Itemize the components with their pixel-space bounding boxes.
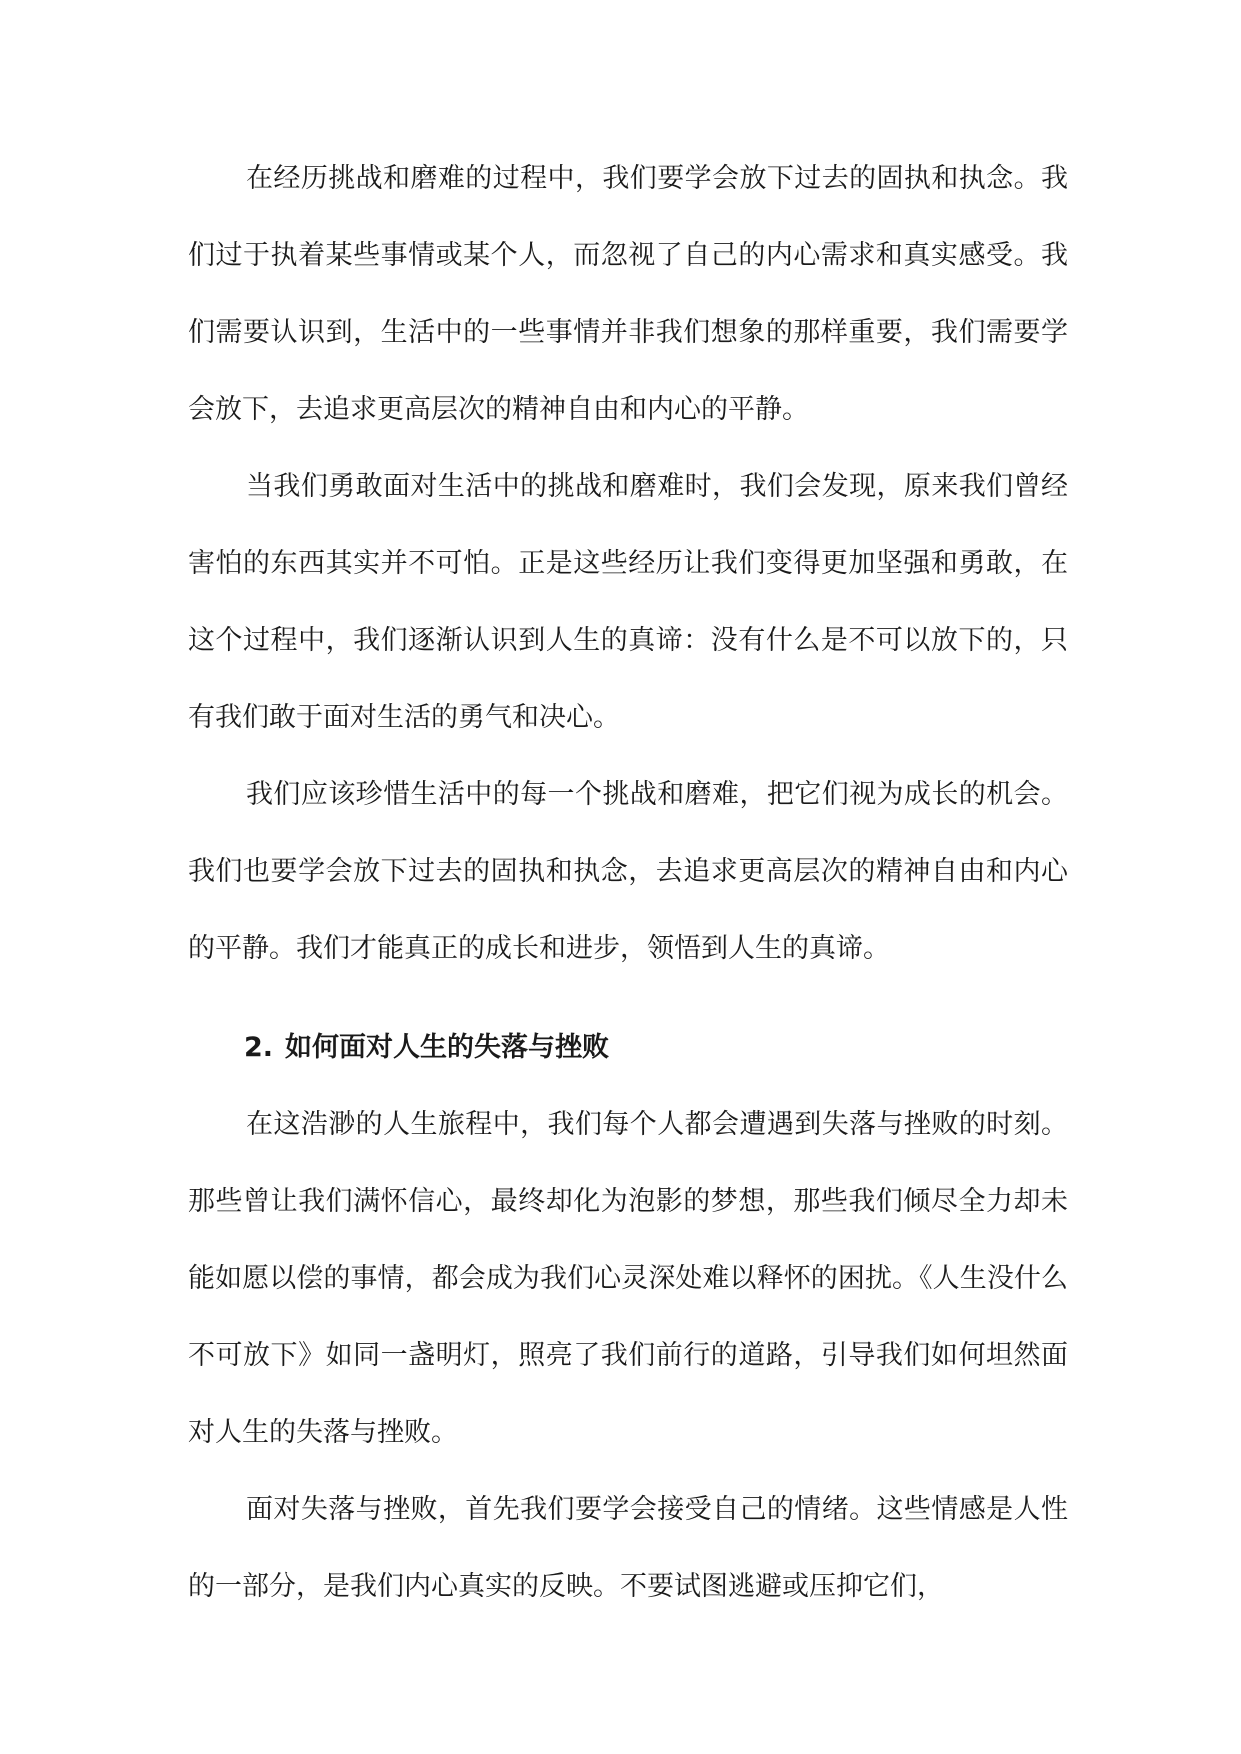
section-heading	[188, 1009, 1068, 1086]
section-title: 如何面对人生的失落与挫败	[285, 1032, 610, 1063]
paragraph-3: 我们应该珍惜生活中的每一个挑战和磨难，把它们视为成长的机会。我们也要学会放下过去的固执和执念，去追求更高层次的精神自由和内心的平静。我们才能真正的成长和进步，领悟到人生的真谛。	[188, 779, 1068, 964]
paragraph-4: 在这浩渺的人生旅程中，我们每个人都会遭遇到失落与挫败的时刻。那些曾让我们满怀信心，最终却化为泡影的梦想，那些我们倾尽全力却未能如愿以偿的事情，都会成为我们心灵深处难以释怀的困扰。《人生没什么不可放下》如同一盏明灯，照亮了我们前行的道路，引导我们如何坦然面对人生的失落与挫败。	[188, 1109, 1068, 1448]
paragraph-2: 当我们勇敢面对生活中的挑战和磨难时，我们会发现，原来我们曾经害怕的东西其实并不可怕。正是这些经历让我们变得更加坚强和勇敢，在这个过程中，我们逐渐认识到人生的真谛：没有什么是不可以放下的，只有我们敢于面对生活的勇气和决心。	[188, 471, 1068, 733]
paragraph-5: 面对失落与挫败，首先我们要学会接受自己的情绪。这些情感是人性的一部分，是我们内心真实的反映。不要试图逃避或压抑它们，	[188, 1494, 1068, 1602]
section-number: 2.	[244, 1032, 274, 1063]
paragraph-1: 在经历挑战和磨难的过程中，我们要学会放下过去的固执和执念。我们过于执着某些事情或某个人，而忽视了自己的内心需求和真实感受。我们需要认识到，生活中的一些事情并非我们想象的那样重要，我们需要学会放下，去追求更高层次的精神自由和内心的平静。	[188, 163, 1068, 425]
document-body	[188, 140, 1068, 1625]
